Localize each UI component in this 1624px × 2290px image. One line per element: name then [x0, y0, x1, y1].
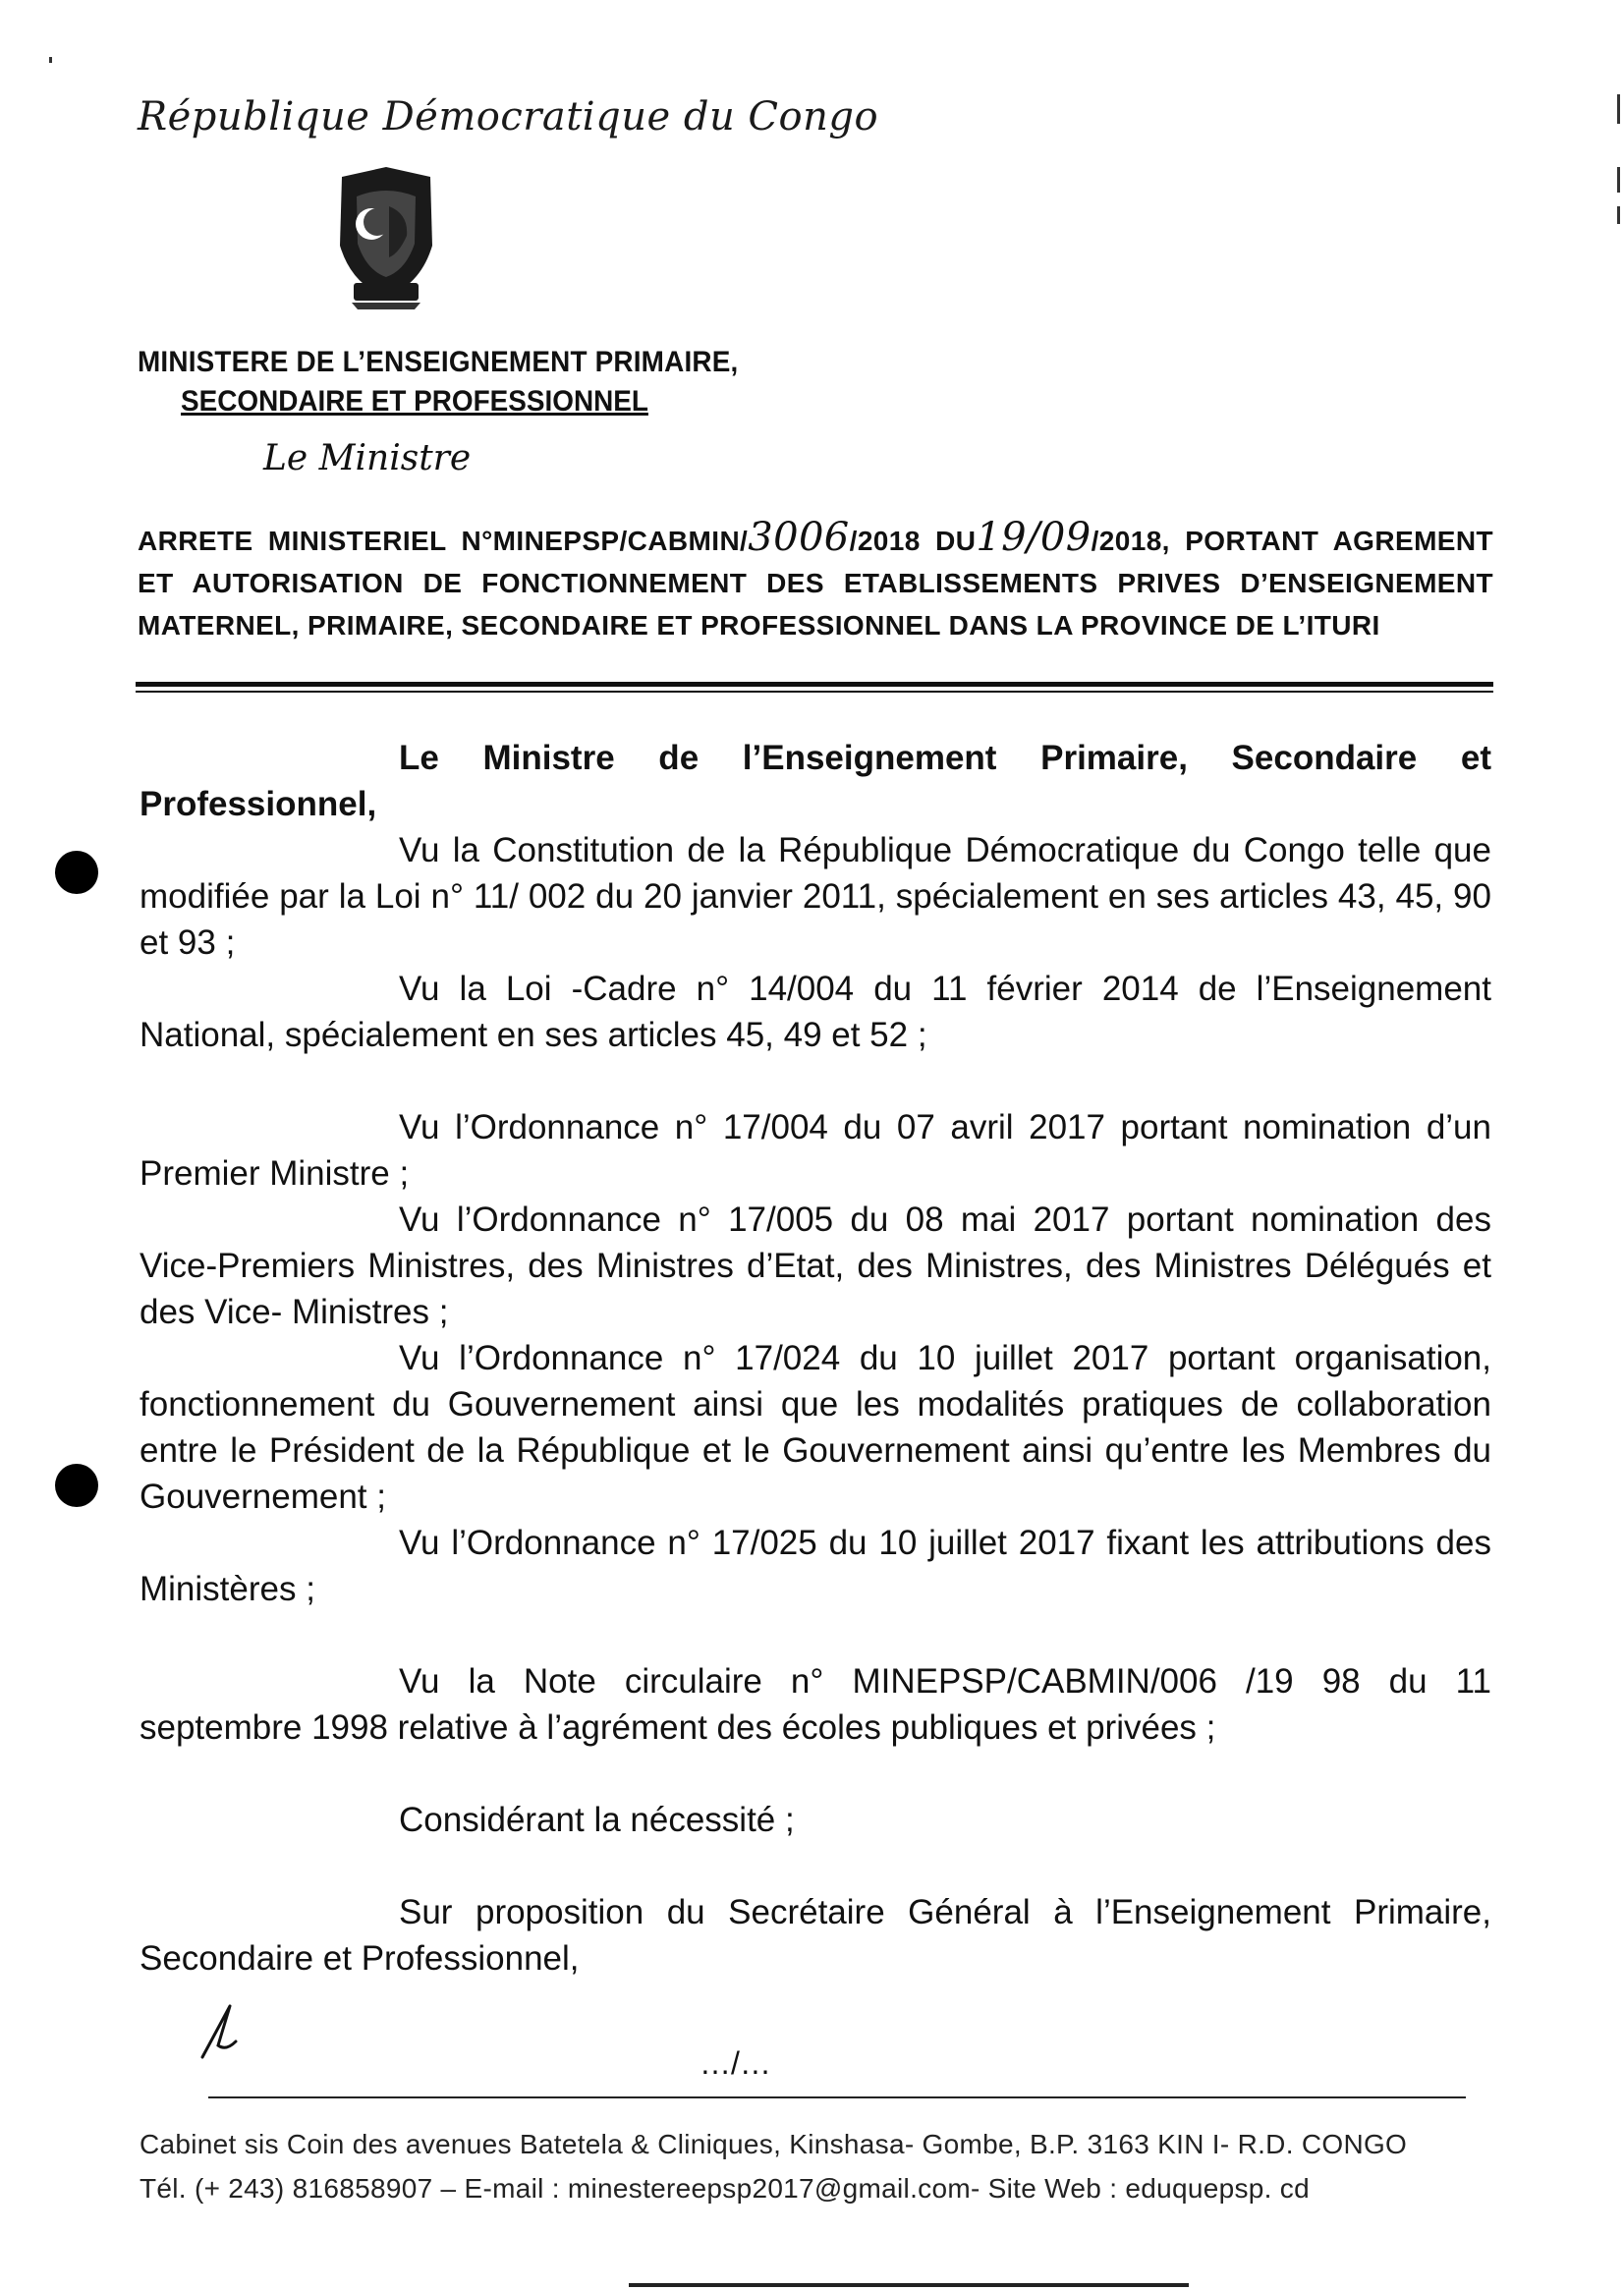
footer-divider: [208, 2096, 1466, 2098]
scan-edge-mark: [629, 2283, 1189, 2287]
coat-of-arms-emblem: [312, 167, 460, 309]
preamble-note-circulaire: Vu la Note circulaire n° MINEPSP/CABMIN/006 /19 98 du 11 septembre 1998 relative à l’agrément des écoles publiques et privées ;: [140, 1662, 1491, 1747]
page-continuation: …/…: [700, 2045, 771, 2081]
ministry-name-line2: SECONDAIRE ET PROFESSIONNEL: [181, 385, 648, 418]
preamble-ordonnance-organisation: Vu l’Ordonnance n° 17/024 du 10 juillet 2017 portant organisation, fonctionnement du Gouvernement ainsi que les modalités pratiques de collaboration entre le Président de la République et le Gouvernement ainsi qu’entre les Membres du Gouvernement ;: [140, 1339, 1491, 1516]
footer-address: Cabinet sis Coin des avenues Batetela & Cliniques, Kinshasa- Gombe, B.P. 3163 KIN I- R.D. CONGO: [140, 2129, 1408, 2159]
scan-speck: [1617, 94, 1620, 124]
preamble-intro: Le Ministre de l’Enseignement Primaire, Secondaire et Professionnel,: [140, 739, 1491, 823]
decree-body: [140, 735, 1491, 1982]
preamble-proposition: Sur proposition du Secrétaire Général à l’Enseignement Primaire, Secondaire et Professionnel,: [140, 1893, 1491, 1978]
decree-title: [138, 517, 1493, 646]
preamble-loi-cadre: Vu la Loi -Cadre n° 14/004 du 11 février 2014 de l’Enseignement National, spécialement en ses articles 45, 49 et 52 ;: [140, 970, 1491, 1054]
preamble-ordonnance-attributions: Vu l’Ordonnance n° 17/025 du 10 juillet 2017 fixant les attributions des Ministères ;: [140, 1524, 1491, 1608]
preamble-ordonnance-premier-ministre: Vu l’Ordonnance n° 17/004 du 07 avril 2017 portant nomination d’un Premier Ministre ;: [140, 1108, 1491, 1193]
preamble-ordonnance-gouvernement: Vu l’Ordonnance n° 17/005 du 08 mai 2017 portant nomination des Vice-Premiers Ministres, des Ministres d’Etat, des Ministres, des Ministres Délégués et des Vice- Ministres ;: [140, 1201, 1491, 1331]
punch-hole-dot: [55, 1464, 98, 1507]
scan-speck: [49, 57, 52, 63]
title-divider-thin: [136, 691, 1493, 693]
preamble-constitution: Vu la Constitution de la République Démocratique du Congo telle que modifiée par la Loi n° 11/ 002 du 20 janvier 2011, spécialement en ses articles 43, 45, 90 et 93 ;: [140, 831, 1491, 962]
decree-title-prefix: ARRETE MINISTERIEL N°MINEPSP/CABMIN/: [138, 526, 749, 556]
ministry-name-line1: MINISTERE DE L’ENSEIGNEMENT PRIMAIRE,: [138, 346, 739, 378]
preamble-considerant: Considérant la nécessité ;: [399, 1801, 795, 1839]
title-divider-thick: [136, 682, 1493, 687]
signatory-title: Le Ministre: [263, 438, 472, 478]
decree-title-mid: /2018 DU: [849, 526, 977, 556]
handwritten-initial-mark: [196, 2002, 246, 2061]
scan-speck: [1617, 167, 1620, 193]
footer-contact: [140, 2122, 1407, 2210]
decree-number-handwritten: 3006: [748, 515, 850, 560]
scan-speck: [1617, 206, 1620, 224]
republic-heading: République Démocratique du Congo: [138, 94, 879, 140]
decree-title-suffix: /2018, PORTANT AGREMENT ET AUTORISATION DE FONCTIONNEMENT DES ETABLISSEMENTS PRIVES D’ENSEIGNEMENT MATERNEL, PRIMAIRE, SECONDAIRE ET PROFESSIONNEL DANS LA PROVINCE DE L’ITURI: [138, 526, 1493, 641]
punch-hole-dot: [55, 851, 98, 894]
decree-date-handwritten: 19/09: [976, 515, 1092, 560]
footer-phone-email: Tél. (+ 243) 816858907 – E-mail : minestereepsp2017@gmail.com- Site Web : eduquepsp. cd: [140, 2173, 1310, 2204]
